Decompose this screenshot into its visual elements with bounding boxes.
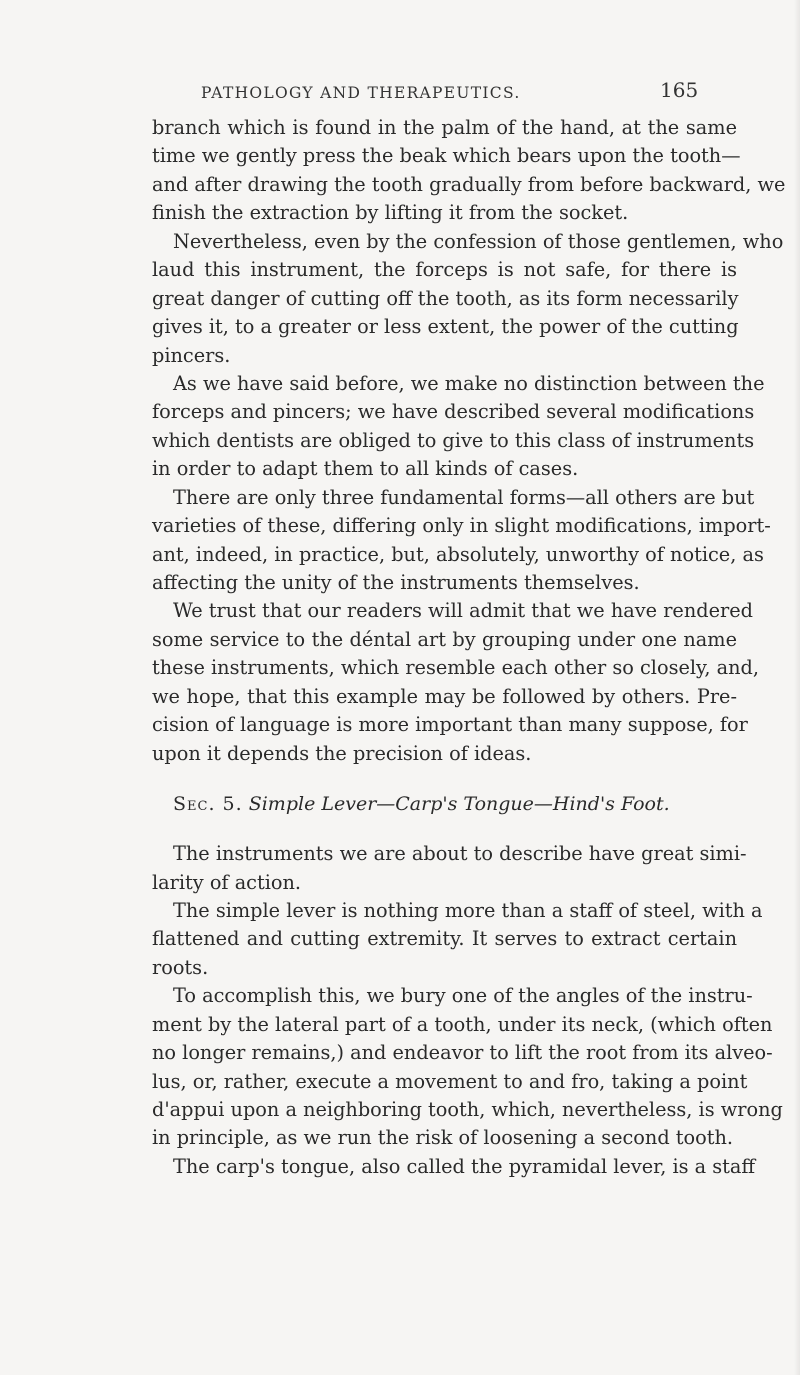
running-head: PATHOLOGY AND THERAPEUTICS.	[201, 84, 521, 102]
text-line: in order to adapt them to all kinds of cases.	[152, 457, 579, 481]
text-line: laud this instrument, the forceps is not safe, for there is	[152, 258, 737, 282]
text-line: time we gently press the beak which bears upon the tooth—	[152, 144, 741, 168]
text-line: larity of action.	[152, 870, 302, 894]
text-line: cision of language is more important than many suppose, for	[152, 713, 748, 737]
text-line: Nevertheless, even by the confession of those gentlemen, who	[173, 229, 784, 253]
text-line: The instruments we are about to describe have great simi-	[173, 842, 747, 866]
body-text	[152, 114, 786, 1181]
text-line: There are only three fundamental forms—all others are but	[173, 485, 755, 509]
text-line: we hope, that this example may be followed by others. Pre-	[152, 684, 737, 708]
page-header	[0, 78, 800, 108]
text-line: lus, or, rather, execute a movement to and fro, taking a point	[152, 1069, 748, 1093]
section-heading	[152, 789, 737, 819]
text-line: these instruments, which resemble each other so closely, and,	[152, 656, 760, 680]
page-number: 165	[660, 78, 699, 102]
text-line: some service to the déntal art by grouping under one name	[152, 627, 737, 651]
text-line: no longer remains,) and endeavor to lift the root from its alveo-	[152, 1041, 773, 1065]
text-line: ment by the lateral part of a tooth, under its neck, (which often	[152, 1012, 773, 1036]
text-line: and after drawing the tooth gradually from before backward, we	[152, 172, 786, 196]
text-line: forceps and pincers; we have described several modifications	[152, 400, 755, 424]
section-spacer	[152, 819, 737, 840]
text-line: branch which is found in the palm of the hand, at the same	[152, 116, 737, 139]
text-line: flattened and cutting extremity. It serves to extract certain	[152, 927, 737, 951]
text-line: great danger of cutting off the tooth, as its form necessarily	[152, 286, 739, 310]
text-line: pincers.	[152, 343, 231, 367]
text-line: upon it depends the precision of ideas.	[152, 741, 532, 765]
text-line: As we have said before, we make no distinction between the	[173, 371, 765, 395]
text-line: ant, indeed, in practice, but, absolutely, unworthy of notice, as	[152, 542, 764, 566]
text-line: The simple lever is nothing more than a staff of steel, with a	[173, 898, 763, 922]
section-title: Simple Lever—Carp's Tongue—Hind's Foot.	[248, 793, 670, 816]
text-line: varieties of these, differing only in slight modifications, import-	[152, 514, 771, 538]
text-line: roots.	[152, 955, 209, 979]
page-edge-shadow	[794, 0, 800, 1375]
text-line: in principle, as we run the risk of loosening a second tooth.	[152, 1126, 734, 1150]
section-label: Sec. 5.	[173, 793, 243, 816]
text-line: The carp's tongue, also called the pyramidal lever, is a staff	[173, 1154, 756, 1178]
text-line: gives it, to a greater or less extent, the power of the cutting	[152, 315, 739, 339]
text-line: To accomplish this, we bury one of the angles of the instru-	[173, 984, 753, 1008]
text-line: affecting the unity of the instruments themselves.	[152, 571, 640, 594]
section-spacer	[152, 768, 737, 789]
text-line: which dentists are obliged to give to this class of instruments	[152, 428, 755, 452]
text-line: We trust that our readers will admit that we have rendered	[173, 599, 753, 623]
text-line: d'appui upon a neighboring tooth, which, nevertheless, is wrong	[152, 1098, 783, 1121]
text-line: finish the extraction by lifting it from the socket.	[152, 201, 629, 225]
